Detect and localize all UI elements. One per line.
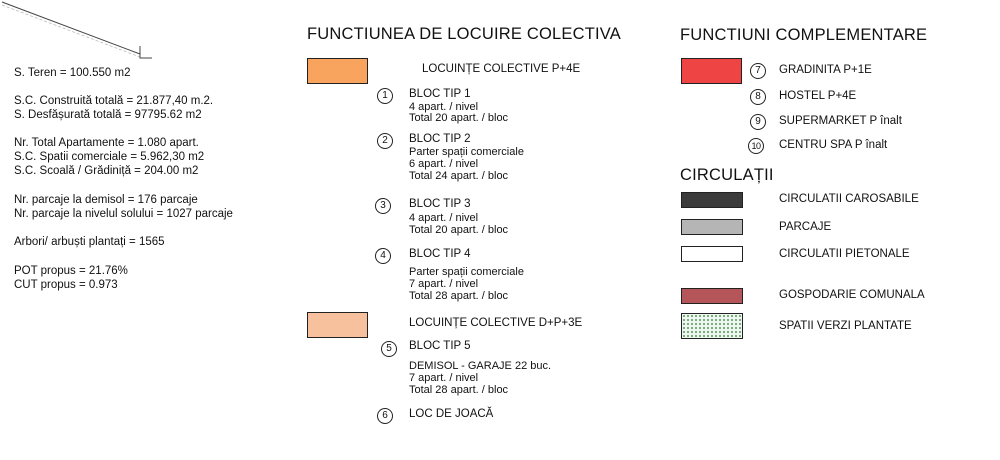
stat-apartments: Nr. Total Apartamente = 1.080 apart. xyxy=(14,137,199,149)
playground-label: LOC DE JOACĂ xyxy=(409,408,494,420)
swatch-green-spaces xyxy=(681,313,743,339)
swatch-parking xyxy=(681,219,743,235)
block-4-line: Total 28 apart. / bloc xyxy=(409,290,509,302)
label-supermarket: SUPERMARKET P înalt xyxy=(779,115,902,127)
block-2-line: Parter spații comerciale xyxy=(409,146,524,158)
label-parking: PARCAJE xyxy=(779,221,832,233)
label-spa: CENTRU SPA P înalt xyxy=(779,139,888,151)
number-3-icon: 3 xyxy=(375,198,391,214)
number-2-icon: 2 xyxy=(377,133,393,149)
number-6-icon: 6 xyxy=(377,408,393,424)
swatch-dp3e xyxy=(307,312,368,338)
block-5-name: BLOC TIP 5 xyxy=(409,340,471,352)
block-2-line: Total 24 apart. / bloc xyxy=(409,170,509,182)
stat-parking-ground: Nr. parcaje la nivelul solului = 1027 parcaje xyxy=(14,208,233,220)
stat-cut: CUT propus = 0.973 xyxy=(14,279,118,291)
stat-land-area: S. Teren = 100.550 m2 xyxy=(14,67,131,79)
label-kindergarten: GRADINITA P+1E xyxy=(779,64,872,76)
number-7-icon: 7 xyxy=(750,63,766,79)
block-1-line: 4 apart. / nivel xyxy=(409,101,479,113)
number-9-icon: 9 xyxy=(750,114,766,130)
block-5-line: Total 28 apart. / bloc xyxy=(409,384,509,396)
number-1-icon: 1 xyxy=(377,88,393,104)
block-4-line: Parter spații comerciale xyxy=(409,266,524,278)
label-green-spaces: SPATII VERZI PLANTATE xyxy=(779,320,912,332)
swatch-utility xyxy=(681,288,743,304)
stat-parking-basement: Nr. parcaje la demisol = 176 parcaje xyxy=(14,194,198,206)
number-10-icon: 10 xyxy=(748,138,764,154)
stat-floor-area: S. Desfășurată totală = 97795.62 m2 xyxy=(14,109,202,121)
label-utility: GOSPODARIE COMUNALA xyxy=(779,289,925,301)
swatch-roads xyxy=(681,192,743,208)
label-roads: CIRCULATII CAROSABILE xyxy=(779,193,919,205)
block-4-line: 7 apart. / nivel xyxy=(409,278,479,290)
swatch-p4e xyxy=(307,58,368,84)
site-plan-fragment xyxy=(0,0,160,70)
label-p4e: LOCUINȚE COLECTIVE P+4E xyxy=(422,63,581,75)
block-5-line: DEMISOL - GARAJE 22 buc. xyxy=(409,360,552,372)
swatch-pedestrian xyxy=(681,246,743,262)
stat-school: S.C. Scoală / Grădiniță = 204.00 m2 xyxy=(14,165,199,177)
block-1-name: BLOC TIP 1 xyxy=(409,88,471,100)
block-2-line: 6 apart. / nivel xyxy=(409,158,479,170)
label-hostel: HOSTEL P+4E xyxy=(779,90,857,102)
number-8-icon: 8 xyxy=(750,89,766,105)
block-3-line: Total 20 apart. / bloc xyxy=(409,224,509,236)
block-1-line: Total 20 apart. / bloc xyxy=(409,112,509,124)
residential-title: FUNCTIUNEA DE LOCUIRE COLECTIVA xyxy=(307,25,621,43)
number-5-icon: 5 xyxy=(381,341,397,357)
block-3-line: 4 apart. / nivel xyxy=(409,212,479,224)
stat-built-area: S.C. Construită totală = 21.877,40 m.2. xyxy=(14,95,214,107)
block-4-name: BLOC TIP 4 xyxy=(409,248,471,260)
stat-commercial: S.C. Spatii comerciale = 5.962,30 m2 xyxy=(14,151,205,163)
block-3-name: BLOC TIP 3 xyxy=(409,198,471,210)
block-2-name: BLOC TIP 2 xyxy=(409,133,471,145)
label-pedestrian: CIRCULATII PIETONALE xyxy=(779,248,910,260)
label-dp3e: LOCUINȚE COLECTIVE D+P+3E xyxy=(409,317,583,329)
stat-trees: Arbori/ arbuști plantați = 1565 xyxy=(14,236,165,248)
complementary-title: FUNCTIUNI COMPLEMENTARE xyxy=(680,26,928,44)
swatch-complementary xyxy=(681,58,742,84)
number-4-icon: 4 xyxy=(375,248,391,264)
block-5-line: 7 apart. / nivel xyxy=(409,372,479,384)
stat-pot: POT propus = 21.76% xyxy=(14,265,128,277)
circulation-title: CIRCULAȚII xyxy=(680,166,774,184)
